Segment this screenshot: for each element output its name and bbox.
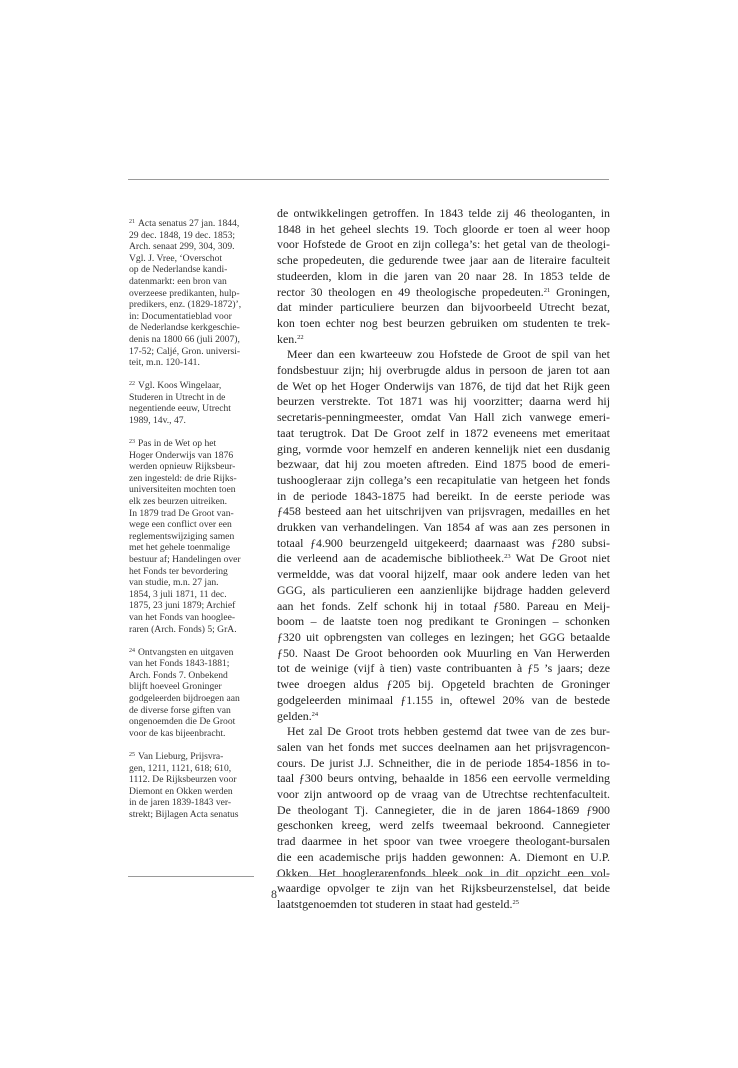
- body-line: kon toen echter nog best beurzen gebruiken om studenten te trek-: [277, 315, 610, 330]
- body-line: beurzen verstrekte. Tot 1871 was hij voorzitter; daarna werd hij: [277, 394, 610, 409]
- footnotes-column: [129, 217, 255, 831]
- body-line: gelden.$^{24}$: [277, 708, 319, 723]
- footnote-24: [129, 646, 255, 740]
- footnote-line: $^{22}$ Vgl. Koos Wingelaar,: [129, 380, 222, 392]
- footnote-line: Studeren in Utrecht in de: [129, 391, 226, 403]
- body-line: De theologant Tj. Cannegieter, die in de jaren 1864-1869 ƒ900: [277, 802, 610, 817]
- body-line: GGG, als particulieren een aanzienlijke bijdrage hadden geleverd: [277, 582, 610, 597]
- footnote-line: denis na 1800 66 (juli 2007),: [129, 333, 240, 345]
- footnote-line: reglementswijziging samen: [129, 530, 235, 542]
- body-line: in de periode 1843-1875 had bereikt. In de eerste periode was: [277, 488, 610, 503]
- body-line: boom – de laatste toen nog predikant te Groningen – schonken: [277, 614, 610, 629]
- body-line: rector 30 theologen en 49 theologische propedeuten.$^{21}$ Groningen,: [277, 284, 610, 299]
- main-text-column: [277, 206, 610, 913]
- body-line: secretaris-penningmeester, omdat Van Hall zich vanwege emeri-: [277, 410, 610, 425]
- footnote-line: Vgl. J. Vree, ‘Overschot: [129, 252, 223, 264]
- body-line: geschonken kreeg, werd zelfs tweemaal bekroond. Cannegieter: [277, 818, 610, 833]
- footnote-line: met het gehele toenmalige: [129, 542, 230, 554]
- body-line: cours. De jurist J.J. Schneither, die in de periode 1854-1856 in to-: [277, 755, 610, 770]
- footnote-25: [129, 750, 255, 821]
- body-line: Okken. Het hooglerarenfonds bleek ook in dit opzicht een vol-: [277, 865, 610, 880]
- footnote-line: gen, 1211, 1121, 618; 610,: [129, 762, 232, 774]
- footnote-line: het Fonds ter bevordering: [129, 565, 228, 577]
- footnote-line: de Nederlandse kerkgeschie-: [129, 322, 240, 334]
- footnote-line: negentiende eeuw, Utrecht: [129, 403, 231, 415]
- body-line: salen van het fonds met succes deelnamen aan het prijsvragencon-: [277, 739, 610, 754]
- body-line: waardige opvolger te zijn van het Rijksbeurzenstelsel, dat beide: [277, 881, 610, 896]
- body-line: totaal ƒ4.900 beurzengeld uitgekeerd; daarnaast was ƒ280 subsi-: [277, 535, 610, 550]
- body-line: taal ƒ300 beurs ontving, behaalde in 1856 een eervolle vermelding: [277, 771, 610, 786]
- body-line: bezwaar, dat hij zou moeten aftreden. Eind 1875 bood de emeri-: [277, 457, 610, 472]
- footnote-line: voor de kas bijeenbracht.: [129, 727, 226, 739]
- body-line: ƒ458 besteed aan het uitschrijven van prijsvragen, medailles en het: [277, 504, 610, 519]
- body-line: 1848 in het geheel slechts 19. Toch gloorde er toen al weer hoop: [277, 221, 610, 236]
- top-rule: [128, 179, 609, 180]
- footnote-line: In 1879 trad De Groot van-: [129, 507, 234, 519]
- body-line: godgeleerden minimaal ƒ1.155 in, oftewel 20% van de bestede: [277, 692, 610, 707]
- body-line: de Wet op het Hoger Onderwijs van 1876, de tijd dat het Rijk geen: [277, 378, 610, 393]
- footnote-line: wege een conflict over een: [129, 519, 232, 531]
- body-line: voor Hofstede de Groot en zijn collega’s: het getal van de theologi-: [277, 237, 610, 252]
- bottom-rule-body: [276, 876, 609, 877]
- footnote-number: 22: [129, 381, 135, 388]
- body-line: vermeldde, was dat vooral hijzelf, maar ook andere leden van het: [277, 567, 610, 582]
- body-line: ƒ50. Naast De Groot behoorden ook Muurling en Van Herwerden: [277, 645, 610, 660]
- footnote-line: zen ingesteld: de drie Rijks-: [129, 472, 237, 484]
- body-line: tushoogleraar zijn collega’s een recapitulatie van hetgeen het fonds: [277, 472, 610, 487]
- footnote-line: $^{21}$ Acta senatus 27 jan. 1844,: [129, 218, 240, 229]
- body-line: trad daarmee in het spoor van twee vroegere theologant-bursalen: [277, 834, 610, 849]
- body-line: die verleend aan de academische bibliotheek.$^{23}$ Wat De Groot niet: [277, 551, 610, 566]
- footnote-line: $^{25}$ Van Lieburg, Prijsvra-: [129, 750, 224, 762]
- footnote-line: 1989, 14v., 47.: [129, 415, 186, 426]
- footnote-line: de diverse forse giften van: [129, 704, 231, 716]
- footnote-22: [129, 379, 255, 426]
- footnote-line: van het Fonds van hooglee-: [129, 612, 236, 623]
- footnote-number: 24: [129, 647, 135, 654]
- footnote-line: bestuur af; Handelingen over: [129, 554, 241, 566]
- body-line: aan het fonds. Zelf schonk hij in totaal ƒ580. Pareau en Meij-: [277, 598, 610, 613]
- footnote-line: van studie, m.n. 27 jan.: [129, 577, 219, 589]
- footnote-line: 1854, 3 juli 1871, 11 dec.: [129, 588, 227, 600]
- body-line: sche propedeuten, die gedurende twee jaar aan de literaire faculteit: [277, 253, 610, 268]
- footnote-line: op de Nederlandse kandi-: [129, 264, 228, 276]
- footnote-line: 1875, 23 juni 1879; Archief: [129, 600, 236, 612]
- footnote-ref: 22: [297, 333, 304, 341]
- footnote-line: predikers, enz. (1829-1872)’,: [129, 299, 242, 311]
- footnote-line: in: Documentatieblad voor: [129, 310, 232, 322]
- body-line: Het zal De Groot trots hebben gestemd dat twee van de zes bur-: [287, 724, 610, 739]
- footnote-line: ongenoemden die De Groot: [129, 716, 236, 728]
- body-line: taat terugtrok. Dat De Groot zelf in 1872 eveneens met emeritaat: [277, 425, 610, 440]
- footnote-line: Arch. Fonds 7. Onbekend: [129, 669, 228, 681]
- footnote-number: 21: [129, 219, 135, 225]
- body-line: fondsbestuur zijn; hij overbrugde aldus in persoon de jaren tot aan: [277, 363, 610, 378]
- footnote-line: godgeleerden bijdroegen aan: [129, 693, 240, 705]
- body-line: voor zijn antwoord op de vraag van de Utrechtse rechtenfaculteit.: [277, 787, 610, 802]
- footnote-line: datenmarkt: een bron van: [129, 275, 227, 287]
- footnote-number: 23: [129, 439, 135, 446]
- body-line: ging, vormde voor hemzelf en anderen kennelijk niet een dusdanig: [277, 441, 610, 456]
- body-line: die een academische prijs hadden gewonnen: A. Diemont en U.P.: [277, 849, 610, 864]
- footnote-line: 1112. De Rijksbeurzen voor: [129, 774, 237, 786]
- paragraph-3: [277, 724, 610, 912]
- body-line: ƒ320 uit opbrengsten van colleges en lezingen; het GGG betaalde: [277, 629, 610, 644]
- footnote-line: werden opnieuw Rijksbeur-: [129, 461, 236, 473]
- body-line: tot de weinige (vijf à tien) vaste contribuanten à ƒ5 ’s jaars; deze: [277, 661, 610, 676]
- footnote-line: 29 dec. 1848, 19 dec. 1853;: [129, 229, 236, 241]
- body-line: dat minder particuliere beurzen dan bijvoorbeeld Utrecht bezat,: [277, 300, 610, 315]
- footnote-ref: 24: [311, 710, 319, 718]
- footnote-line: blijft hoeveel Groninger: [129, 681, 222, 693]
- body-line: drukken van verhandelingen. Van 1854 af was aan zes personen in: [277, 520, 610, 535]
- footnote-line: van het Fonds 1843-1881;: [129, 658, 230, 670]
- footnote-line: strekt; Bijlagen Acta senatus: [129, 808, 239, 820]
- footnote-number: 25: [129, 751, 135, 758]
- footnote-23: [129, 437, 255, 635]
- footnote-line: $^{23}$ Pas in de Wet op het: [129, 438, 217, 450]
- page-number: 8: [271, 887, 277, 901]
- footnote-ref: 21: [543, 286, 551, 294]
- body-line: Meer dan een kwarteeuw zou Hofstede de Groot de spil van het: [287, 347, 610, 362]
- footnote-line: Diemont en Okken werden: [129, 785, 233, 797]
- footnote-line: 17-52; Caljé, Gron. universi-: [129, 345, 241, 357]
- footnote-line: elk zes beurzen uitreiken.: [129, 496, 228, 508]
- footnote-line: raren (Arch. Fonds) 5; GrA.: [129, 623, 237, 635]
- footnote-line: $^{24}$ Ontvangsten en uitgaven: [129, 646, 234, 658]
- body-line: studeerden, klom in die jaren van 20 naar 28. In 1853 telde de: [277, 268, 610, 283]
- footnote-21: [129, 217, 255, 369]
- footnote-line: Arch. senaat 299, 304, 309.: [129, 241, 235, 253]
- paragraph-1: [277, 206, 610, 347]
- footnote-ref: 23: [504, 553, 511, 561]
- body-line: laatstgenoemden tot studeren in staat had gesteld.$^{25}$: [277, 896, 519, 911]
- body-line: twee droegen aldus ƒ205 bij. Opgeteld brachten de Groninger: [277, 677, 610, 692]
- footnote-ref: 25: [512, 898, 519, 906]
- footnote-line: overzeese predikanten, hulp-: [129, 287, 240, 299]
- paragraph-2: [277, 347, 610, 724]
- body-line: de ontwikkelingen getroffen. In 1843 telde zij 46 theologanten, in: [277, 206, 610, 220]
- footnote-line: Hoger Onderwijs van 1876: [129, 449, 234, 461]
- footnote-line: in de jaren 1839-1843 ver-: [129, 797, 232, 809]
- body-line: ken.$^{22}$: [277, 331, 304, 346]
- footnote-line: teit, m.n. 120-141.: [129, 357, 200, 369]
- bottom-rule-notes: [128, 876, 254, 877]
- footnote-line: universiteiten mochten toen: [129, 484, 236, 496]
